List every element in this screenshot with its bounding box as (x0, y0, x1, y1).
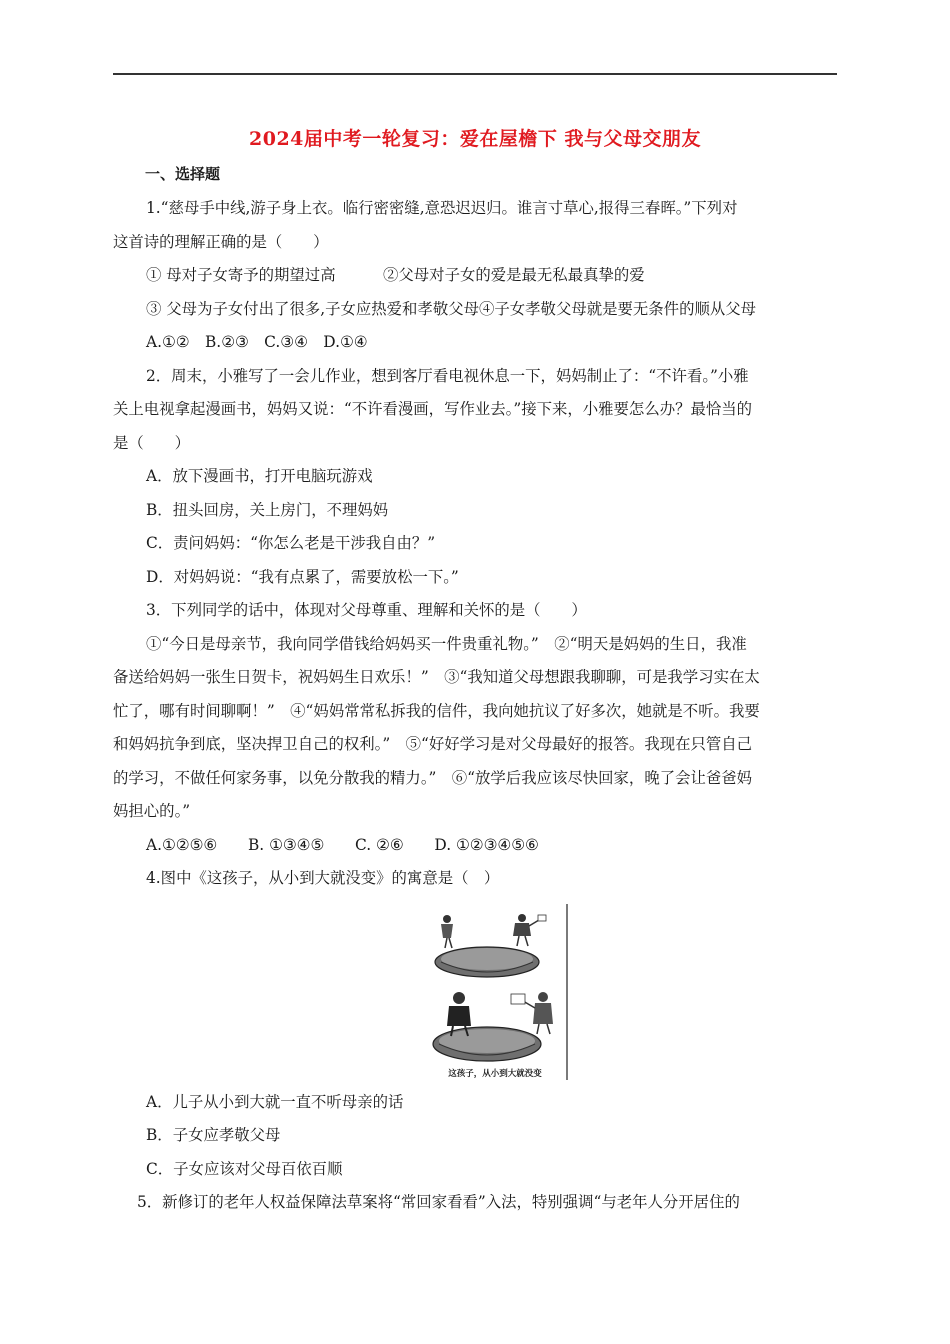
q1-choices: A.①② B.②③ C.③④ D.①④ (146, 333, 368, 351)
q4-stem: 4.图中《这孩子，从小到大就没变》的寓意是（ ） (146, 869, 500, 887)
q1-option-1: ① 母对子女寄予的期望过高 (146, 266, 336, 284)
header-rule (113, 73, 837, 75)
q3-statements-line3: 忙了，哪有时间聊啊！” ④“妈妈常常私拆我的信件，我向她抗议了好多次，她就是不听。我要 (113, 701, 760, 720)
q3-statements-line5: 的学习，不做任何家务事，以免分散我的精力。” ⑥“放学后我应该尽快回家，晚了会让爸爸妈 (113, 768, 753, 787)
q1-options-line2: ③ 父母为子女付出了很多,子女应热爱和孝敬父母④子女孝敬父母就是要无条件的顺从父母 (146, 299, 757, 318)
q2-choice-a: A．放下漫画书，打开电脑玩游戏 (146, 467, 373, 485)
q2-stem-line3: 是（ ） (113, 433, 190, 452)
cartoon-illustration (425, 902, 569, 1082)
q3-statements-line4: 和妈妈抗争到底，坚决捍卫自己的权利。” ⑤“好好学习是对父母最好的报答。我现在只管自己 (113, 735, 753, 753)
q5-stem: 5．新修订的老年人权益保障法草案将“常回家看看”入法，特别强调“与老年人分开居住的 (137, 1193, 740, 1211)
q2-choice-b: B．扭头回房，关上房门，不理妈妈 (146, 500, 389, 519)
cartoon-figure (425, 902, 569, 1082)
q2-stem-line2: 关上电视拿起漫画书，妈妈又说：“不许看漫画，写作业去。”接下来，小雅要怎么办？最恰当的 (113, 400, 753, 418)
document-body (113, 192, 837, 1220)
cartoon-caption: 这孩子，从小到大就没变 (448, 1068, 542, 1079)
q2-choice-d: D．对妈妈说：“我有点累了，需要放松一下。” (146, 567, 459, 586)
section-heading: 一、选择题 (145, 165, 221, 183)
q1-stem-line1: 1.“慈母手中线,游子身上衣。临行密密缝,意恐迟迟归。谁言寸草心,报得三春晖。”下列对 (146, 199, 738, 217)
q4-choice-a: A．儿子从小到大就一直不听母亲的话 (146, 1092, 404, 1111)
q2-choice-c: C．责问妈妈：“你怎么老是干涉我自由？” (146, 534, 436, 552)
q4-choice-c: C．子女应该对父母百依百顺 (146, 1159, 343, 1178)
q3-stem: 3．下列同学的话中，体现对父母尊重、理解和关怀的是（ ） (146, 601, 587, 619)
q3-statements-line6: 妈担心的。” (113, 802, 191, 820)
page-title: 2024届中考一轮复习：爱在屋檐下 我与父母交朋友 (249, 128, 701, 150)
q3-choices: A.①②⑤⑥ B. ①③④⑤ C. ②⑥ D. ①②③④⑤⑥ (146, 835, 539, 854)
q2-stem-line1: 2．周末，小雅写了一会儿作业，想到客厅看电视休息一下，妈妈制止了：“不许看。”小雅 (146, 366, 749, 385)
q1-stem-line2: 这首诗的理解正确的是（ ） (113, 232, 329, 251)
q4-choice-b: B．子女应孝敬父母 (146, 1126, 281, 1144)
q3-statements-line1: ①“今日是母亲节，我向同学借钱给妈妈买一件贵重礼物。” ②“明天是妈妈的生日，我准 (146, 634, 747, 653)
q1-options-line1 (113, 259, 837, 293)
q3-statements-line2: 备送给妈妈一张生日贺卡，祝妈妈生日欢乐！” ③“我知道父母想跟我聊聊，可是我学习实在太 (113, 668, 760, 686)
q1-option-2: ②父母对子女的爱是最无私最真挚的爱 (383, 266, 645, 284)
